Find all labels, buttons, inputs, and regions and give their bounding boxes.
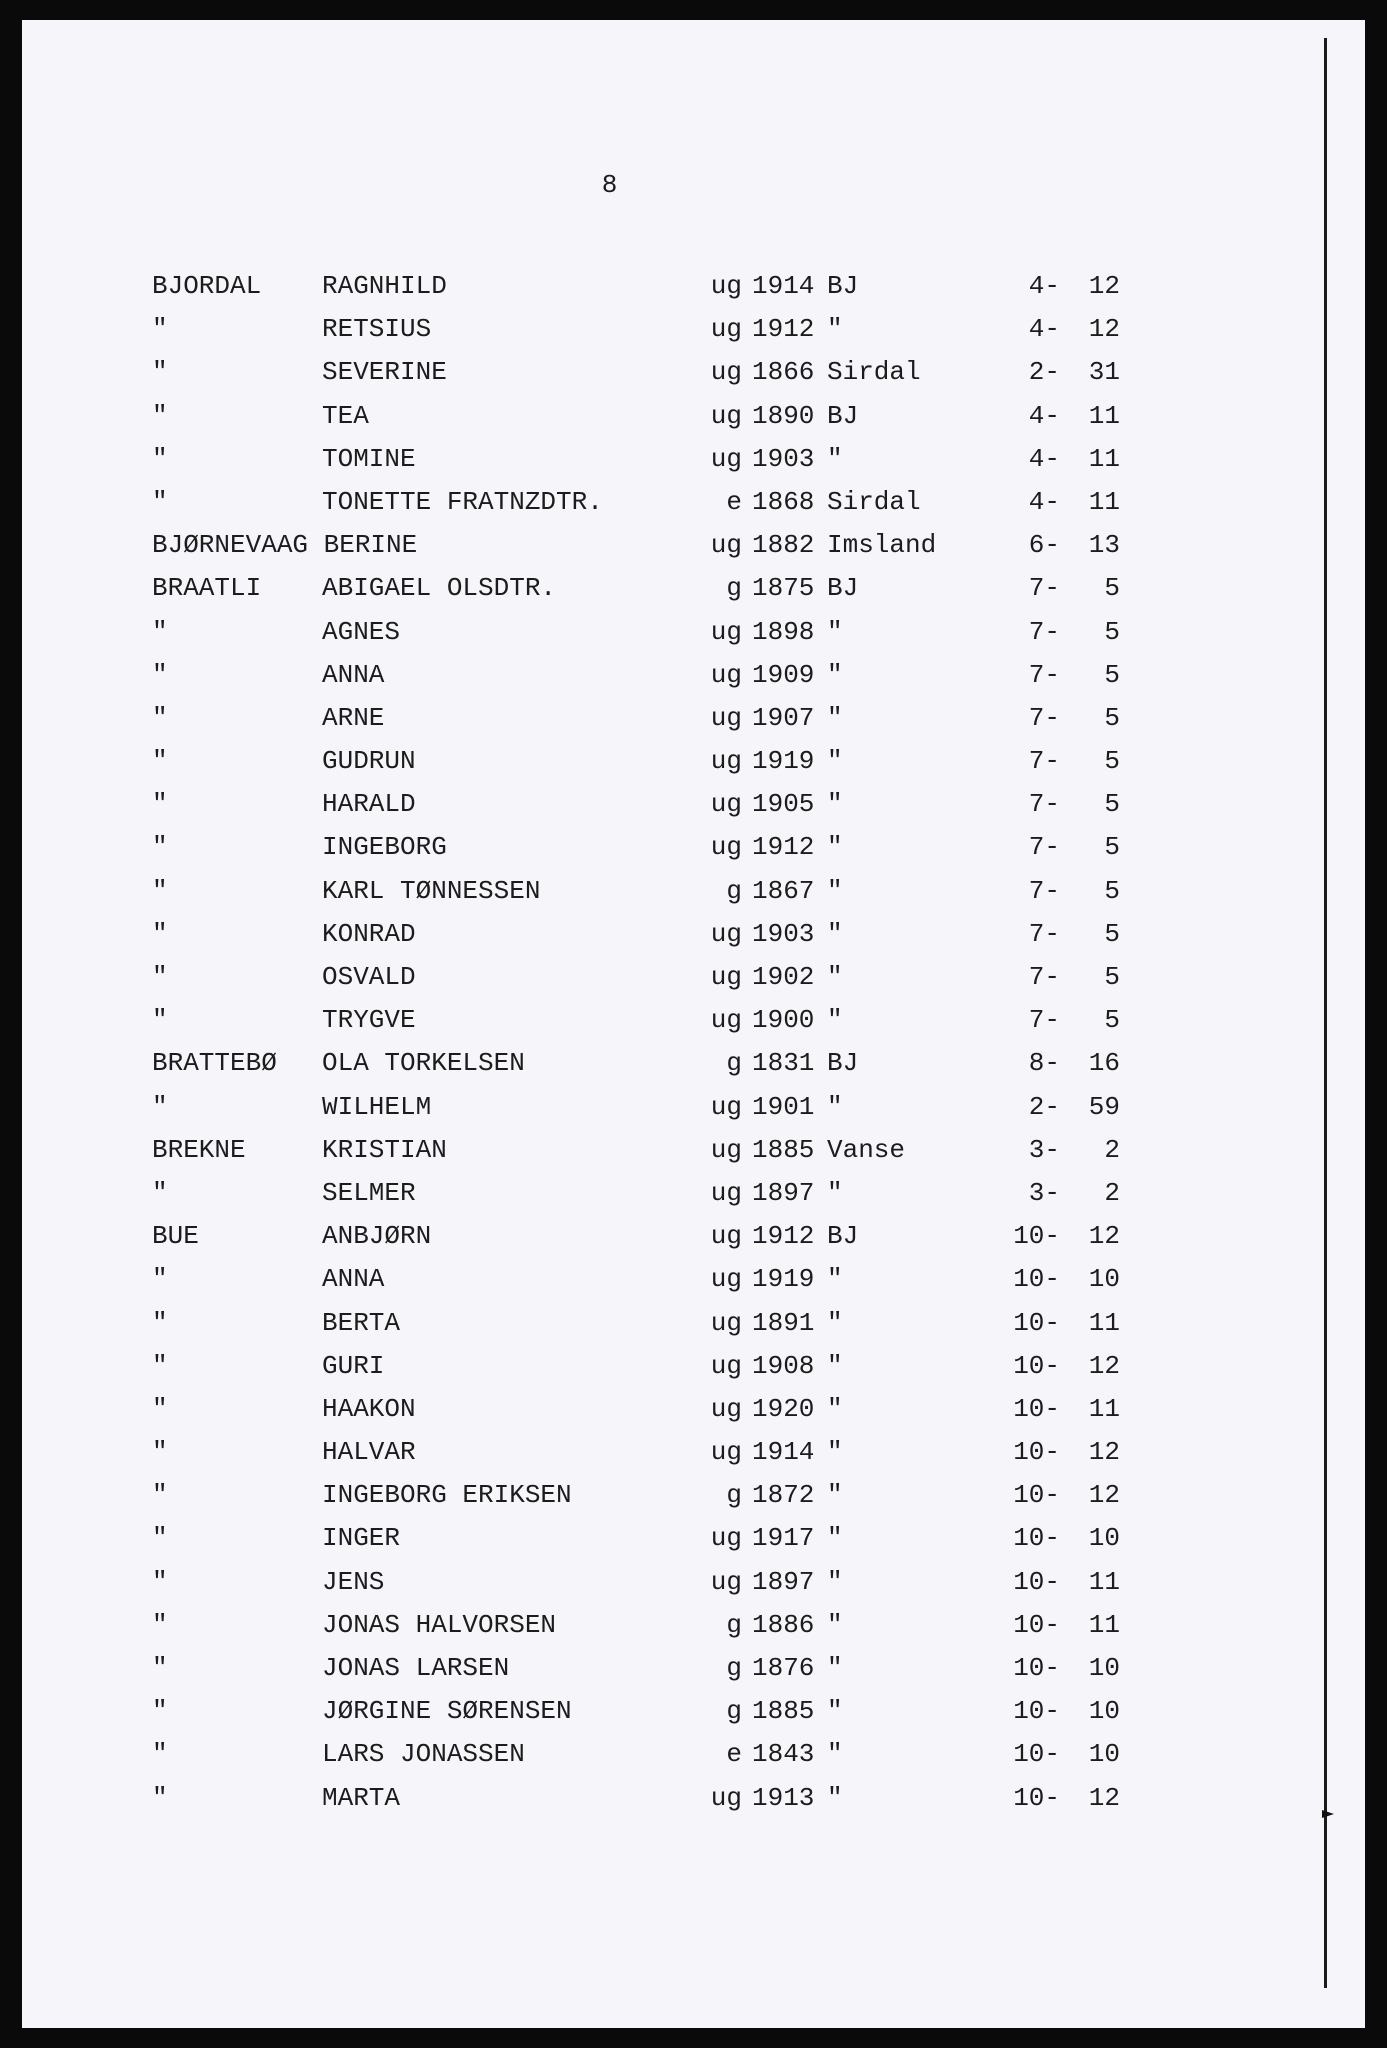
- register-row: [22, 1474, 1365, 1517]
- place-cell: ": [827, 1307, 843, 1338]
- status-cell: ug: [710, 314, 742, 345]
- page-cell: 11: [1088, 1393, 1120, 1424]
- register-row: [22, 654, 1365, 697]
- register-row: [22, 697, 1365, 740]
- register-row: [22, 395, 1365, 438]
- status-cell: ug: [710, 832, 742, 863]
- surname-cell: ": [152, 918, 168, 949]
- register-row: [22, 826, 1365, 869]
- place-cell: Imsland: [827, 530, 937, 561]
- given-name-cell: KONRAD: [322, 918, 416, 949]
- surname-cell: ": [152, 962, 168, 992]
- reference-cell: 7-: [1028, 616, 1060, 647]
- page-cell: 10: [1088, 1739, 1120, 1770]
- year-cell: 1890: [752, 400, 815, 431]
- status-cell: ug: [710, 1566, 742, 1597]
- place-cell: BJ: [827, 400, 859, 431]
- year-cell: 1872: [752, 1480, 815, 1511]
- year-cell: 1891: [752, 1307, 815, 1338]
- given-name-cell: RETSIUS: [322, 314, 432, 345]
- given-name-cell: INGEBORG ERIKSEN: [322, 1480, 572, 1511]
- reference-cell: 7-: [1028, 659, 1060, 690]
- place-cell: ": [827, 659, 843, 690]
- status-cell: ug: [710, 659, 742, 690]
- surname-cell: ": [152, 1609, 168, 1640]
- reference-cell: 4-: [1028, 443, 1060, 474]
- status-cell: e: [726, 486, 742, 517]
- place-cell: ": [827, 1653, 843, 1683]
- status-cell: ug: [710, 1307, 742, 1338]
- register-row: [22, 1647, 1365, 1690]
- register-row: [22, 481, 1365, 524]
- given-name-cell: GURI: [322, 1350, 385, 1381]
- register-row: [22, 1258, 1365, 1301]
- year-cell: 1912: [752, 314, 815, 345]
- register-row: [22, 524, 1365, 567]
- page-cell: 11: [1088, 1566, 1120, 1597]
- page-cell: 11: [1088, 486, 1120, 517]
- reference-cell: 10-: [1013, 1782, 1060, 1813]
- register-row: [22, 351, 1365, 394]
- year-cell: 1919: [752, 746, 815, 777]
- reference-cell: 10-: [1013, 1480, 1060, 1511]
- given-name-cell: AGNES: [322, 616, 401, 647]
- given-name-cell: OSVALD: [322, 962, 416, 992]
- status-cell: g: [726, 573, 742, 604]
- reference-cell: 4-: [1028, 400, 1060, 431]
- status-cell: ug: [710, 1177, 742, 1208]
- status-cell: ug: [710, 1091, 742, 1122]
- reference-cell: 6-: [1028, 530, 1060, 561]
- given-name-cell: SEVERINE: [322, 357, 447, 388]
- reference-cell: 3-: [1028, 1134, 1060, 1165]
- surname-cell: ": [152, 1177, 168, 1208]
- surname-cell: ": [152, 875, 168, 906]
- status-cell: ug: [710, 443, 742, 474]
- year-cell: 1902: [752, 962, 815, 992]
- status-cell: ug: [710, 1264, 742, 1295]
- status-cell: ug: [710, 530, 742, 561]
- place-cell: ": [827, 1782, 843, 1813]
- page-cell: 12: [1088, 271, 1120, 301]
- status-cell: ug: [710, 962, 742, 992]
- status-cell: ug: [710, 357, 742, 388]
- place-cell: BJ: [827, 271, 859, 301]
- status-cell: ug: [710, 702, 742, 733]
- register-row: [22, 1388, 1365, 1431]
- place-cell: ": [827, 875, 843, 906]
- reference-cell: 10-: [1013, 1739, 1060, 1770]
- year-cell: 1886: [752, 1609, 815, 1640]
- reference-cell: 4-: [1028, 314, 1060, 345]
- page-number: 8: [601, 170, 618, 200]
- surname-cell: ": [152, 1739, 168, 1770]
- place-cell: ": [827, 918, 843, 949]
- page-cell: 5: [1104, 659, 1120, 690]
- surname-cell: ": [152, 616, 168, 647]
- status-cell: g: [726, 1480, 742, 1511]
- place-cell: ": [827, 1177, 843, 1208]
- place-cell: ": [827, 1350, 843, 1381]
- status-cell: e: [726, 1739, 742, 1770]
- register-row: [22, 1302, 1365, 1345]
- place-cell: ": [827, 1091, 843, 1122]
- given-name-cell: TONETTE FRATNZDTR.: [322, 486, 603, 517]
- reference-cell: 10-: [1013, 1437, 1060, 1468]
- status-cell: ug: [710, 746, 742, 777]
- reference-cell: 10-: [1013, 1264, 1060, 1295]
- page-cell: 31: [1088, 357, 1120, 388]
- year-cell: 1875: [752, 573, 815, 604]
- given-name-cell: JØRGINE SØRENSEN: [322, 1696, 572, 1727]
- given-name-cell: HAAKON: [322, 1393, 416, 1424]
- register-row: [22, 1604, 1365, 1647]
- register-row: [22, 1345, 1365, 1388]
- place-cell: ": [827, 314, 843, 345]
- surname-cell: ": [152, 1437, 168, 1468]
- surname-cell: ": [152, 1480, 168, 1511]
- page-cell: 11: [1088, 400, 1120, 431]
- place-cell: ": [827, 702, 843, 733]
- given-name-cell: BERTA: [322, 1307, 401, 1338]
- year-cell: 1885: [752, 1134, 815, 1165]
- reference-cell: 7-: [1028, 573, 1060, 604]
- register-row: [22, 1129, 1365, 1172]
- surname-cell: ": [152, 659, 168, 690]
- place-cell: ": [827, 962, 843, 992]
- page-cell: 11: [1088, 443, 1120, 474]
- reference-cell: 7-: [1028, 962, 1060, 992]
- register-row: [22, 1733, 1365, 1776]
- given-name-cell: OLA TORKELSEN: [322, 1048, 525, 1079]
- surname-cell: BRAATLI: [152, 573, 262, 604]
- year-cell: 1897: [752, 1566, 815, 1597]
- surname-cell: ": [152, 1393, 168, 1424]
- given-name-cell: JONAS LARSEN: [322, 1653, 510, 1683]
- status-cell: ug: [710, 918, 742, 949]
- given-name-cell: SELMER: [322, 1177, 416, 1208]
- page-cell: 5: [1104, 746, 1120, 777]
- surname-cell: ": [152, 1696, 168, 1727]
- given-name-cell: ARNE: [322, 702, 385, 733]
- place-cell: Vanse: [827, 1134, 906, 1165]
- given-name-cell: RAGNHILD: [322, 271, 447, 301]
- year-cell: 1917: [752, 1523, 815, 1554]
- given-name-cell: JENS: [322, 1566, 385, 1597]
- surname-cell: ": [152, 1005, 168, 1036]
- year-cell: 1876: [752, 1653, 815, 1683]
- register-row: [22, 1777, 1365, 1820]
- surname-cell: ": [152, 1782, 168, 1813]
- status-cell: ug: [710, 1523, 742, 1554]
- page-cell: 12: [1088, 314, 1120, 345]
- surname-cell: ": [152, 1307, 168, 1338]
- place-cell: Sirdal: [827, 486, 921, 517]
- given-name-cell: KRISTIAN: [322, 1134, 447, 1165]
- place-cell: BJ: [827, 1221, 859, 1252]
- status-cell: g: [726, 875, 742, 906]
- place-cell: ": [827, 1566, 843, 1597]
- surname-cell: ": [152, 832, 168, 863]
- register-list: [22, 265, 1365, 1820]
- page-cell: 5: [1104, 875, 1120, 906]
- year-cell: 1903: [752, 918, 815, 949]
- status-cell: ug: [710, 1005, 742, 1036]
- register-row: [22, 1172, 1365, 1215]
- page-cell: 13: [1088, 530, 1120, 561]
- register-row: [22, 265, 1365, 308]
- place-cell: ": [827, 1739, 843, 1770]
- register-row: [22, 913, 1365, 956]
- page-cell: 5: [1104, 918, 1120, 949]
- year-cell: 1907: [752, 702, 815, 733]
- page-cell: 2: [1104, 1134, 1120, 1165]
- page-cell: 11: [1088, 1609, 1120, 1640]
- place-cell: ": [827, 1437, 843, 1468]
- surname-cell: ": [152, 746, 168, 777]
- document-page: [22, 20, 1365, 2028]
- year-cell: 1866: [752, 357, 815, 388]
- surname-cell: ": [152, 1091, 168, 1122]
- status-cell: ug: [710, 1782, 742, 1813]
- register-row: [22, 783, 1365, 826]
- status-cell: g: [726, 1609, 742, 1640]
- status-cell: ug: [710, 1393, 742, 1424]
- reference-cell: 7-: [1028, 875, 1060, 906]
- page-cell: 11: [1088, 1307, 1120, 1338]
- given-name-cell: ABIGAEL OLSDTR.: [322, 573, 557, 604]
- given-name-cell: ANNA: [322, 659, 385, 690]
- given-name-cell: TOMINE: [322, 443, 416, 474]
- register-row: [22, 1517, 1365, 1560]
- register-row: [22, 1431, 1365, 1474]
- status-cell: g: [726, 1048, 742, 1079]
- place-cell: BJ: [827, 1048, 859, 1079]
- place-cell: ": [827, 443, 843, 474]
- year-cell: 1903: [752, 443, 815, 474]
- surname-cell: BJORDAL: [152, 271, 262, 301]
- page-cell: 59: [1088, 1091, 1120, 1122]
- place-cell: ": [827, 1264, 843, 1295]
- register-row: [22, 438, 1365, 481]
- page-cell: 5: [1104, 962, 1120, 992]
- surname-cell: BJØRNEVAAG BERINE: [152, 530, 418, 561]
- page-cell: 5: [1104, 616, 1120, 647]
- given-name-cell: WILHELM: [322, 1091, 432, 1122]
- page-cell: 12: [1088, 1782, 1120, 1813]
- place-cell: ": [827, 1523, 843, 1554]
- status-cell: ug: [710, 616, 742, 647]
- surname-cell: ": [152, 486, 168, 517]
- page-cell: 10: [1088, 1696, 1120, 1727]
- reference-cell: 7-: [1028, 918, 1060, 949]
- page-cell: 2: [1104, 1177, 1120, 1208]
- reference-cell: 10-: [1013, 1307, 1060, 1338]
- reference-cell: 8-: [1028, 1048, 1060, 1079]
- register-row: [22, 1690, 1365, 1733]
- status-cell: ug: [710, 400, 742, 431]
- year-cell: 1920: [752, 1393, 815, 1424]
- year-cell: 1905: [752, 789, 815, 820]
- place-cell: ": [827, 1609, 843, 1640]
- reference-cell: 10-: [1013, 1566, 1060, 1597]
- given-name-cell: INGER: [322, 1523, 401, 1554]
- surname-cell: ": [152, 443, 168, 474]
- status-cell: g: [726, 1653, 742, 1683]
- place-cell: ": [827, 789, 843, 820]
- year-cell: 1913: [752, 1782, 815, 1813]
- surname-cell: ": [152, 1350, 168, 1381]
- given-name-cell: TEA: [322, 400, 369, 431]
- reference-cell: 7-: [1028, 746, 1060, 777]
- status-cell: ug: [710, 1134, 742, 1165]
- status-cell: ug: [710, 1350, 742, 1381]
- reference-cell: 7-: [1028, 789, 1060, 820]
- given-name-cell: JONAS HALVORSEN: [322, 1609, 557, 1640]
- place-cell: ": [827, 746, 843, 777]
- surname-cell: ": [152, 1523, 168, 1554]
- surname-cell: ": [152, 400, 168, 431]
- place-cell: ": [827, 832, 843, 863]
- page-cell: 12: [1088, 1221, 1120, 1252]
- year-cell: 1912: [752, 1221, 815, 1252]
- surname-cell: BRATTEBØ: [152, 1048, 277, 1079]
- year-cell: 1914: [752, 271, 815, 301]
- year-cell: 1912: [752, 832, 815, 863]
- status-cell: ug: [710, 789, 742, 820]
- year-cell: 1831: [752, 1048, 815, 1079]
- year-cell: 1843: [752, 1739, 815, 1770]
- page-cell: 10: [1088, 1264, 1120, 1295]
- year-cell: 1914: [752, 1437, 815, 1468]
- register-row: [22, 870, 1365, 913]
- year-cell: 1867: [752, 875, 815, 906]
- reference-cell: 7-: [1028, 832, 1060, 863]
- reference-cell: 10-: [1013, 1393, 1060, 1424]
- surname-cell: ": [152, 702, 168, 733]
- reference-cell: 10-: [1013, 1221, 1060, 1252]
- page-cell: 12: [1088, 1480, 1120, 1511]
- page-cell: 10: [1088, 1653, 1120, 1683]
- place-cell: ": [827, 616, 843, 647]
- register-row: [22, 611, 1365, 654]
- status-cell: ug: [710, 271, 742, 301]
- surname-cell: ": [152, 1264, 168, 1295]
- surname-cell: ": [152, 789, 168, 820]
- year-cell: 1898: [752, 616, 815, 647]
- status-cell: ug: [710, 1437, 742, 1468]
- reference-cell: 4-: [1028, 271, 1060, 301]
- register-row: [22, 740, 1365, 783]
- reference-cell: 2-: [1028, 357, 1060, 388]
- year-cell: 1900: [752, 1005, 815, 1036]
- given-name-cell: KARL TØNNESSEN: [322, 875, 541, 906]
- page-cell: 5: [1104, 789, 1120, 820]
- year-cell: 1908: [752, 1350, 815, 1381]
- page-cell: 10: [1088, 1523, 1120, 1554]
- year-cell: 1885: [752, 1696, 815, 1727]
- place-cell: ": [827, 1696, 843, 1727]
- register-row: [22, 1215, 1365, 1258]
- given-name-cell: GUDRUN: [322, 746, 416, 777]
- reference-cell: 10-: [1013, 1523, 1060, 1554]
- register-row: [22, 956, 1365, 999]
- reference-cell: 2-: [1028, 1091, 1060, 1122]
- given-name-cell: TRYGVE: [322, 1005, 416, 1036]
- surname-cell: ": [152, 314, 168, 345]
- place-cell: BJ: [827, 573, 859, 604]
- reference-cell: 4-: [1028, 486, 1060, 517]
- reference-cell: 10-: [1013, 1609, 1060, 1640]
- reference-cell: 10-: [1013, 1350, 1060, 1381]
- page-cell: 5: [1104, 702, 1120, 733]
- page-cell: 5: [1104, 1005, 1120, 1036]
- given-name-cell: ANBJØRN: [322, 1221, 432, 1252]
- register-row: [22, 1042, 1365, 1085]
- surname-cell: BREKNE: [152, 1134, 246, 1165]
- given-name-cell: HARALD: [322, 789, 416, 820]
- year-cell: 1897: [752, 1177, 815, 1208]
- register-row: [22, 1561, 1365, 1604]
- page-cell: 5: [1104, 832, 1120, 863]
- surname-cell: ": [152, 357, 168, 388]
- given-name-cell: MARTA: [322, 1782, 401, 1813]
- register-row: [22, 567, 1365, 610]
- place-cell: ": [827, 1480, 843, 1511]
- surname-cell: ": [152, 1653, 168, 1683]
- status-cell: ug: [710, 1221, 742, 1252]
- reference-cell: 10-: [1013, 1696, 1060, 1727]
- given-name-cell: LARS JONASSEN: [322, 1739, 525, 1770]
- status-cell: g: [726, 1696, 742, 1727]
- page-cell: 5: [1104, 573, 1120, 604]
- year-cell: 1901: [752, 1091, 815, 1122]
- given-name-cell: INGEBORG: [322, 832, 447, 863]
- year-cell: 1909: [752, 659, 815, 690]
- page-cell: 16: [1088, 1048, 1120, 1079]
- reference-cell: 7-: [1028, 1005, 1060, 1036]
- reference-cell: 3-: [1028, 1177, 1060, 1208]
- place-cell: Sirdal: [827, 357, 921, 388]
- given-name-cell: HALVAR: [322, 1437, 416, 1468]
- reference-cell: 10-: [1013, 1653, 1060, 1683]
- reference-cell: 7-: [1028, 702, 1060, 733]
- year-cell: 1919: [752, 1264, 815, 1295]
- surname-cell: ": [152, 1566, 168, 1597]
- register-row: [22, 1086, 1365, 1129]
- year-cell: 1882: [752, 530, 815, 561]
- page-cell: 12: [1088, 1350, 1120, 1381]
- place-cell: ": [827, 1005, 843, 1036]
- place-cell: ": [827, 1393, 843, 1424]
- page-cell: 12: [1088, 1437, 1120, 1468]
- given-name-cell: ANNA: [322, 1264, 385, 1295]
- year-cell: 1868: [752, 486, 815, 517]
- surname-cell: BUE: [152, 1221, 199, 1252]
- register-row: [22, 308, 1365, 351]
- register-row: [22, 999, 1365, 1042]
